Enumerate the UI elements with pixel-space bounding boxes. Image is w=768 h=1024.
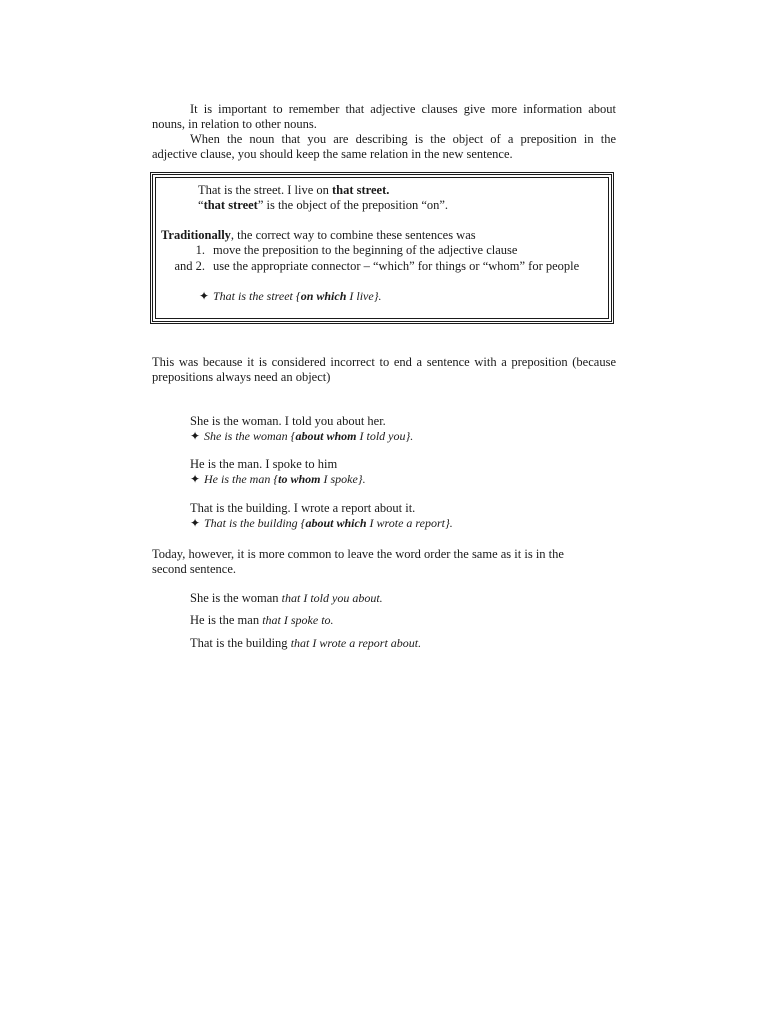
example-result [190, 429, 413, 444]
step-text: use the appropriate connector – “which” for things or “whom” for people [213, 259, 580, 273]
rule-box [150, 172, 614, 324]
example-plain: That is the building. I wrote a report about it. [190, 501, 416, 515]
arrow-icon: ✦ [190, 472, 201, 486]
step-number: and 2. [174, 259, 205, 273]
modern-italic: that I wrote a report about. [290, 636, 422, 650]
result-text: That is the building { [204, 516, 306, 530]
result-text: That is the street { [213, 289, 301, 303]
arrow-icon: ✦ [190, 429, 201, 443]
step-text: move the preposition to the beginning of the adjective clause [213, 243, 518, 257]
modern-example [190, 591, 383, 606]
result-bold: about whom [295, 429, 357, 443]
result-text: She is the woman { [204, 429, 296, 443]
example-pair [190, 501, 453, 531]
modern-plain: He is the man [190, 613, 263, 627]
intro-line: nouns, in relation to other nouns. [152, 117, 317, 131]
today-line: second sentence. [152, 562, 236, 576]
step-2 [153, 259, 579, 274]
box-object-text: ” is the object of the preposition “on”. [257, 198, 449, 212]
box-object-line [198, 198, 448, 213]
intro-line: It is important to remember that adjective clauses give more information about [190, 102, 616, 116]
box-result-line [199, 289, 382, 304]
box-object-bold: that street [203, 198, 258, 212]
result-bold: on which [300, 289, 347, 303]
today-paragraph [152, 547, 616, 577]
modern-italic: that I spoke to. [262, 613, 334, 627]
result-text: I spoke}. [320, 472, 366, 486]
box-example-line [198, 183, 389, 198]
arrow-icon: ✦ [190, 516, 201, 530]
modern-example [190, 636, 421, 651]
example-plain: He is the man. I spoke to him [190, 457, 338, 471]
reason-line: This was because it is considered incorrect to end a sentence with a preposition (because [152, 355, 616, 369]
result-text: He is the man { [204, 472, 279, 486]
modern-plain: That is the building [190, 636, 291, 650]
traditionally-text: , the correct way to combine these sentences was [230, 228, 476, 242]
intro-line: When the noun that you are describing is the object of a preposition in the [190, 132, 616, 146]
example-result [190, 472, 366, 487]
result-text: I told you}. [356, 429, 414, 443]
box-example-text: That is the street. I live on [198, 183, 332, 197]
reason-paragraph [152, 355, 616, 385]
example-pair [190, 457, 366, 487]
open-quote: “ [198, 198, 204, 212]
result-text: I wrote a report}. [366, 516, 453, 530]
box-example-bold: that street. [332, 183, 390, 197]
intro-paragraph [152, 102, 616, 162]
modern-plain: She is the woman [190, 591, 282, 605]
intro-line: adjective clause, you should keep the same relation in the new sentence. [152, 147, 513, 161]
result-bold: to whom [278, 472, 321, 486]
result-bold: about which [305, 516, 367, 530]
example-result [190, 516, 453, 531]
step-1 [153, 243, 517, 258]
example-pair [190, 414, 413, 444]
step-number: 1. [195, 243, 205, 257]
example-plain: She is the woman. I told you about her. [190, 414, 386, 428]
today-line: Today, however, it is more common to leave the word order the same as it is in the [152, 547, 564, 561]
reason-line: prepositions always need an object) [152, 370, 331, 384]
arrow-icon: ✦ [199, 289, 210, 303]
traditionally-line [161, 228, 476, 243]
result-text: I live}. [346, 289, 382, 303]
traditionally-bold: Traditionally [161, 228, 231, 242]
modern-italic: that I told you about. [281, 591, 383, 605]
modern-example [190, 613, 334, 628]
